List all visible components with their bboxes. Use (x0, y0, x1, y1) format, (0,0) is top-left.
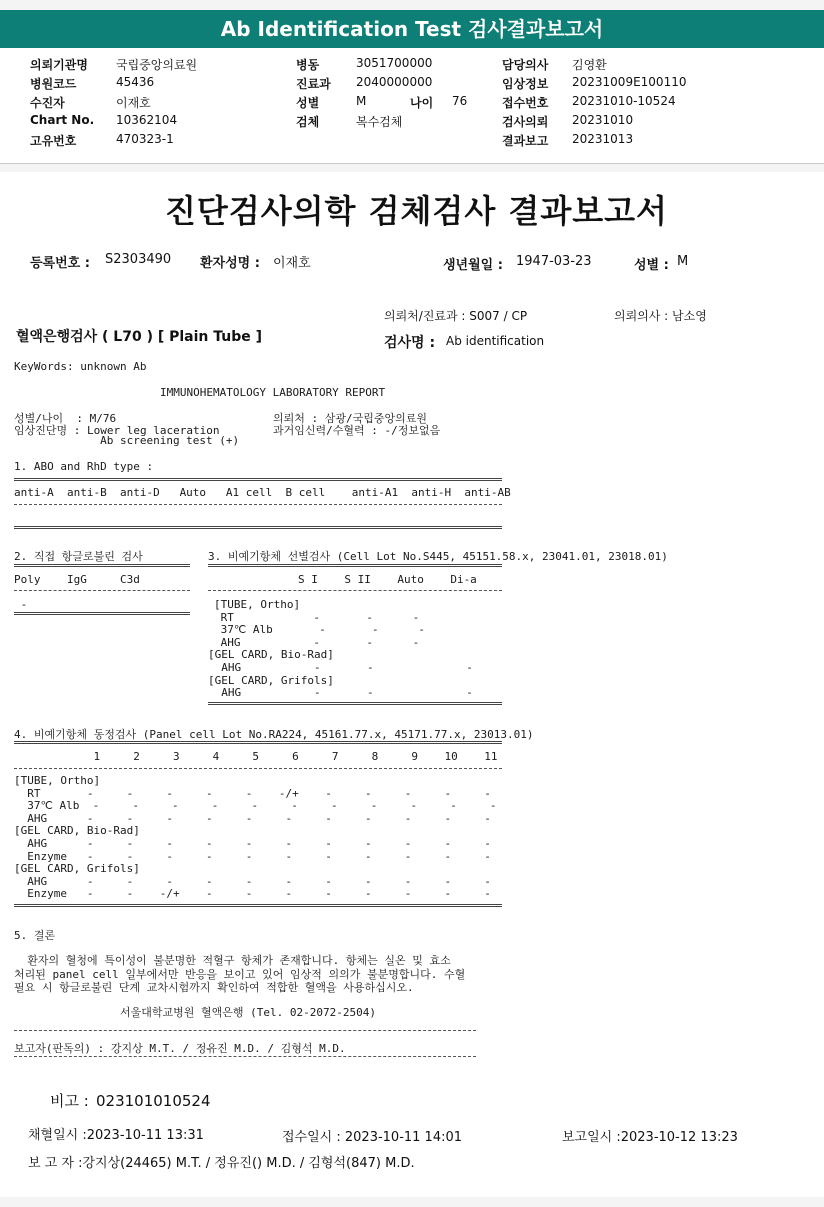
age-key: 나이 (410, 96, 434, 110)
header-value: 10362104 (116, 113, 178, 127)
header-row (30, 75, 290, 91)
sec3-rule-bottom (208, 702, 502, 705)
header-row (30, 132, 290, 148)
sec4-rule-mid (14, 768, 502, 769)
patient-value: 이재호 (273, 256, 311, 271)
doc-title: 진단검사의학 검체검사 결과보고서 (165, 192, 668, 230)
header-key: 병원코드 (30, 77, 77, 91)
sec4-row: [GEL CARD, Bio-Rad] (14, 824, 140, 838)
scanned-report (0, 172, 824, 1197)
reporter-line: 보고자(판독의) : 강지상 M.T. / 정유진 M.D. / 김형석 M.D. (14, 1042, 346, 1055)
patient-info-header (0, 48, 824, 164)
header-row (30, 56, 290, 72)
header-row (502, 56, 762, 72)
sec3-rule-mid (208, 590, 502, 591)
sec4-row: RT - - - - - -/+ - - - - - (14, 786, 491, 800)
sec3-rule-top (208, 564, 502, 567)
sec3-row: [TUBE, Ortho] (214, 598, 301, 611)
remark-value: 023101010524 (96, 1092, 211, 1110)
sec4-row: AHG - - - - - - - - - - - (14, 837, 491, 850)
sec1-rule-bottom (14, 526, 502, 529)
header-value: 3051700000 (356, 56, 433, 70)
diagnosis-line-1: 임상진단명 : Lower leg laceration (14, 424, 220, 437)
sec3-row: [GEL CARD, Bio-Rad] (208, 648, 334, 662)
sec3-row: AHG - - - (214, 635, 420, 649)
sec3-title: 3. 비예기항체 선별검사 (Cell Lot No.S445, 45151.58.x, 23041.01, 23018.01) (208, 550, 668, 563)
header-key: 결과보고 (502, 134, 549, 148)
referral-line: 의뢰처 : 삼광/국립중앙의료원 (273, 412, 428, 425)
header-row (502, 132, 762, 148)
conclusion-line: 환자의 혈청에 특이성이 불분명한 적혈구 항체가 존재합니다. 항체는 실온 및 효소 (14, 954, 451, 967)
header-value: 20231013 (572, 132, 634, 146)
header-key: 담당의사 (502, 58, 549, 72)
report-datetime: 보고일시 :2023-10-12 13:23 (562, 1130, 738, 1145)
report-banner-title: Ab Identification Test 검사결과보고서 (0, 10, 824, 48)
sec4-row: AHG - - - - - - - - - - - (14, 874, 491, 888)
sec4-row: [TUBE, Ortho] (14, 774, 101, 787)
sec4-rule-bottom (14, 904, 502, 907)
dept-line: 의뢰처/진료과 : S007 / CP (384, 309, 528, 323)
sec4-row: AHG - - - - - - - - - - - (14, 811, 491, 825)
sec5-title: 5. 결론 (14, 929, 56, 942)
sec2-rule-top (14, 564, 190, 567)
dob-value: 1947-03-23 (516, 254, 592, 269)
header-value: 이재호 (116, 96, 151, 110)
sex-age-line: 성별/나이 : M/76 (14, 412, 117, 425)
sec1-header: anti-A anti-B anti-D Auto A1 cell B cell anti-A1 anti-H anti-AB (14, 486, 511, 499)
header-value: 복수검체 (356, 115, 403, 129)
header-value: 20231010-10524 (572, 94, 676, 108)
sec4-row: Enzyme - - - - - - - - - - - (14, 849, 491, 863)
header-row (502, 75, 762, 91)
reporter-rule-bottom (14, 1056, 476, 1057)
sec4-row: Enzyme - - -/+ - - - - - - - - (14, 887, 491, 901)
sec2-title: 2. 직접 항글로불린 검사 (14, 550, 143, 563)
sec3-header: S I S II Auto Di-a (298, 573, 477, 586)
header-key: 수진자 (30, 96, 65, 110)
sec2-rule-bottom (14, 612, 190, 615)
test-group: 혈액은행검사 ( L70 ) [ Plain Tube ] (16, 329, 263, 345)
doctor-line: 의뢰의사 : 남소영 (614, 309, 707, 323)
header-key: 진료과 (296, 77, 331, 91)
header-key: 검사의뢰 (502, 115, 549, 129)
header-value: 20231009E100110 (572, 75, 687, 89)
header-key: 고유번호 (30, 134, 77, 148)
header-row (30, 113, 290, 129)
conclusion-line: 처리된 panel cell 일부에서만 반응을 보이고 있어 임상적 의의가 불분명합니다. 수혈 (14, 967, 466, 981)
conclusion-line: 필요 시 항글로불린 단계 교차시험까지 확인하여 적합한 혈액을 사용하십시오. (14, 981, 414, 994)
header-key: 의뢰기관명 (30, 58, 88, 72)
test-name-value: Ab identification (446, 334, 545, 348)
sec4-rule-top (14, 741, 502, 744)
sec1-title: 1. ABO and RhD type : (14, 460, 154, 473)
sec1-rule-top (14, 478, 502, 481)
reporter-rule-top (14, 1030, 476, 1031)
reg-label: 등록번호 : (30, 256, 90, 271)
history-line: 과거임신력/수혈력 : -/정보없음 (273, 424, 441, 437)
header-row (502, 113, 762, 129)
reg-value: S2303490 (105, 252, 172, 267)
header-value: M (356, 94, 367, 108)
sec3-row: [GEL CARD, Grifols] (208, 673, 334, 687)
lab-name: 서울대학교병원 혈액은행 (Tel. 02-2072-2504) (120, 1006, 376, 1019)
sec3-row: RT - - - (214, 610, 420, 624)
sec2-header: Poly IgG C3d (14, 573, 140, 586)
patient-label: 환자성명 : (200, 256, 260, 271)
age-value: 76 (452, 94, 468, 108)
header-value: 2040000000 (356, 75, 433, 89)
sec4-row: 37℃ Alb - - - - - - - - - - - (14, 799, 497, 813)
header-key: Chart No. (30, 113, 95, 127)
header-key: 검체 (296, 115, 320, 129)
header-value: 국립중앙의료원 (116, 58, 198, 72)
lab-report-title: IMMUNOHEMATOLOGY LABORATORY REPORT (160, 386, 386, 399)
sex-value: M (677, 254, 689, 269)
header-key: 임상정보 (502, 77, 549, 91)
header-value: 470323-1 (116, 132, 174, 146)
sex-label: 성별 : (634, 258, 669, 273)
sec4-title: 4. 비예기항체 동정검사 (Panel cell Lot No.RA224, 45161.77.x, 45171.77.x, 23013.01) (14, 728, 534, 741)
header-key: 접수번호 (502, 96, 549, 110)
header-row (502, 94, 762, 110)
collect-datetime: 채혈일시 :2023-10-11 13:31 (28, 1128, 204, 1143)
sec3-row: AHG - - - (208, 661, 473, 674)
sec4-row: [GEL CARD, Grifols] (14, 862, 140, 876)
header-key: 병동 (296, 58, 320, 72)
sec3-row: AHG - - - (208, 686, 473, 700)
header-value: 20231010 (572, 113, 634, 127)
test-name-label: 검사명 : (384, 335, 436, 351)
header-value: 김영환 (572, 58, 607, 72)
reporter-footer: 보 고 자 :강지상(24465) M.T. / 정유진() M.D. / 김형석(847) M.D. (28, 1156, 415, 1171)
diagnosis-line-2: Ab screening test (+) (14, 434, 240, 447)
header-row (30, 94, 290, 110)
header-key: 성별 (296, 96, 320, 110)
remark-label: 비고 : (50, 1092, 89, 1110)
sec4-header: 1 2 3 4 5 6 7 8 9 10 11 (14, 750, 498, 763)
sec2-value: - (14, 598, 28, 611)
sec1-rule-mid (14, 504, 502, 505)
sec3-row: 37℃ Alb - - - (214, 623, 426, 637)
dob-label: 생년월일 : (443, 258, 503, 273)
header-value: 45436 (116, 75, 155, 89)
keywords: KeyWords: unknown Ab (14, 360, 147, 373)
receive-datetime: 접수일시 : 2023-10-11 14:01 (282, 1130, 463, 1145)
sec2-rule-mid (14, 590, 190, 591)
